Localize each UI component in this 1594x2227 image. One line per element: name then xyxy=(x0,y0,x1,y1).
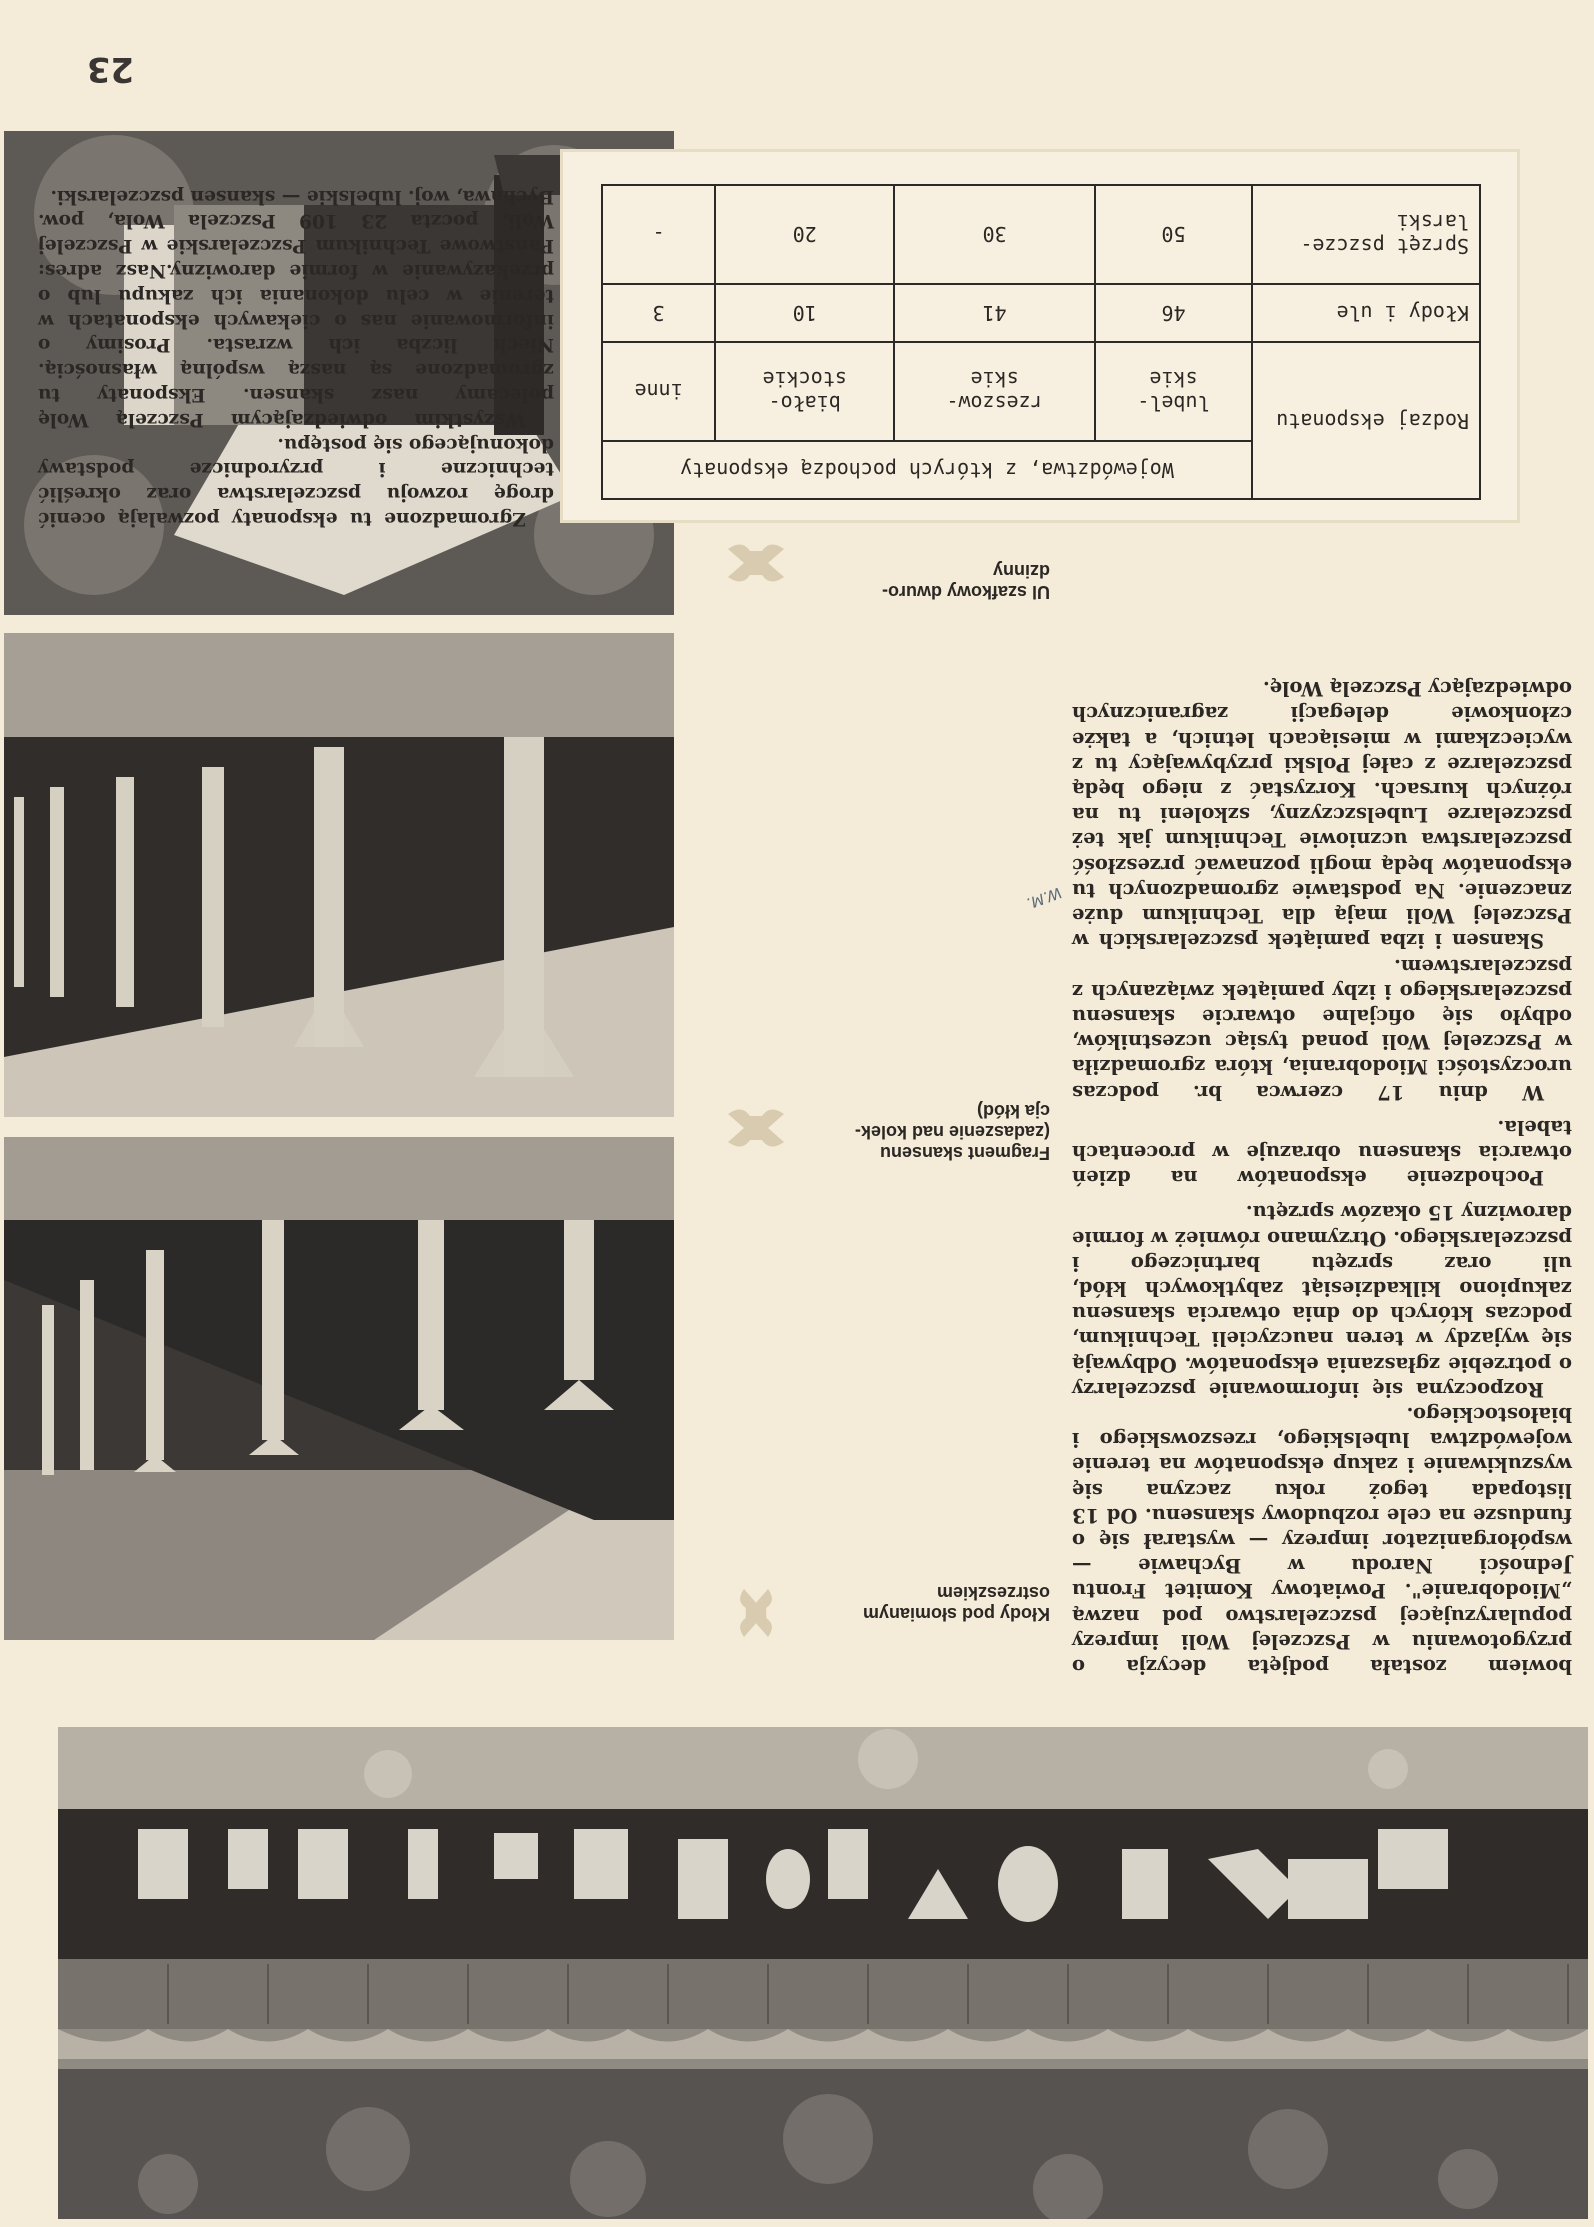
table-cell: 46 xyxy=(1095,284,1252,342)
handwritten-note: W.M. xyxy=(1023,883,1064,913)
col-header-line: stockie xyxy=(762,367,847,392)
col-header-line: skie xyxy=(970,367,1019,392)
caption-line: Fragment skansenu xyxy=(879,1143,1050,1163)
paragraph: Skansen i izba pamiątek pszczelarskich w Pszczelej Woli mają dla Technikum duże znaczenie. Na podstawie zgromadzonych tu eksponatów będą mogli poznawać przeszłość pszczelarstwa uczniowie Technikum jak też pszczelarze Lubelszczyzny, szkoleni tu na różnych kursach. Korzystać z niego będą pszczelarze z całej Polski przybywający tu z wycieczkami w miesiącach letnich, a także członkowie delegacji zagranicznych odwiedzający Pszczelą Wolę. xyxy=(1072,677,1572,953)
table-header-type: Rodzaj eksponatu xyxy=(1252,342,1480,499)
table-cell: 50 xyxy=(1095,185,1252,284)
caption-line: ostrzeszkiem xyxy=(936,1583,1050,1603)
col-header-line: biało- xyxy=(768,391,841,416)
table-col-header: inne xyxy=(602,342,715,441)
paragraph: Rozpoczyna się informowanie pszczelarzy o potrzebie zgłaszania eksponatów. Odbywają się wyjazdy w teren nauczycieli Technikum, podczas których do dnia otwarcia skansenu zakupiono kilkadziesiąt zabytkowych kłód, uli oraz sprzętu bartniczego i pszczelarskiego. Otrzymano również w formie darowizny 15 okazów sprzętu. xyxy=(1072,1201,1572,1401)
row-label-line: Sprzęt pszcze- xyxy=(1300,234,1469,259)
table-cell: 10 xyxy=(715,284,894,342)
row-label: Kłody i ule xyxy=(1252,284,1480,342)
paragraph: Pochodzenie eksponatów na dzień otwarcia skansenu obrazuje w procentach tabela. xyxy=(1072,1115,1572,1190)
caption-line: (zadaszenie nad kolek- xyxy=(854,1122,1050,1142)
table-cell: - xyxy=(602,185,715,284)
caption-line: Ul szafkowy dwuro- xyxy=(881,582,1050,602)
table-cell: 3 xyxy=(602,284,715,342)
row-label-line: larski xyxy=(1396,210,1469,235)
col-header-line: lubel- xyxy=(1137,391,1210,416)
article-column-right xyxy=(38,183,554,530)
table-header-group: Województwa, z których pochodzą eksponaty xyxy=(602,441,1252,499)
col-header-line: rzeszow- xyxy=(946,391,1043,416)
table-cell: 20 xyxy=(715,185,894,284)
caption-line: cja kłód) xyxy=(976,1101,1050,1121)
caption-line: dzinny xyxy=(993,561,1050,581)
table-cell: 41 xyxy=(894,284,1095,342)
table-cell: 30 xyxy=(894,185,1095,284)
caption-line: Kłody pod słomianym xyxy=(862,1604,1050,1624)
paragraph: W dniu 17 czerwca br. podczas uroczystości Miodobrania, która zgromadziła w Pszczelej Woli ponad tysiąc uczestników, odbyło się oficjalne otwarcie skansenu pszczelarskiego i izby pamiątek związanych z pszczelarstwem. xyxy=(1072,954,1572,1104)
col-header-line: skie xyxy=(1149,367,1198,392)
paragraph: Zgromadzone tu eksponaty pozwalają ocenić drogę rozwoju pszczelarstwa oraz określić techniczne i przyrodnicze podstawy dokonującego się postępu. xyxy=(38,433,554,529)
paragraph: Wszystkim odwiedzającym Pszczelą Wolę polecamy nasz skansen. Eksponaty tu zgromadzone są naszą wspólną własnością. Niech liczba ich wzrasta. Prosimy o informowanie nas o ciekawych eksponatach w terenie w celu dokonania ich zakupu lub o przekazywanie w formie darowizny.Nasz adres: Państwowe Technikum Pszczelarskie w Pszczelej Woli, poczta 23 109 Pszczela Wola, pow. Bychawa, woj. lubelskie — skansen pszczelarski. xyxy=(38,185,554,430)
page-number: 23 xyxy=(86,49,134,89)
paragraph: bowiem została podjęta decyzja o przygotowaniu w Pszczelej Woli imprezy popularyzującej pszczelarstwo pod nazwą „Miodobranie". Powiatowy Komitet Frontu Jedności Narodu w Bychawie — współorganizator imprezy — wystarał się o fundusze na cele rozbudowy skansenu. Od 13 listopada tegoż roku zaczyna się wyszukiwanie i zakup eksponatów na terenie województwa lubelskiego, rzeszowskiego i białostockiego. xyxy=(1072,1402,1572,1678)
